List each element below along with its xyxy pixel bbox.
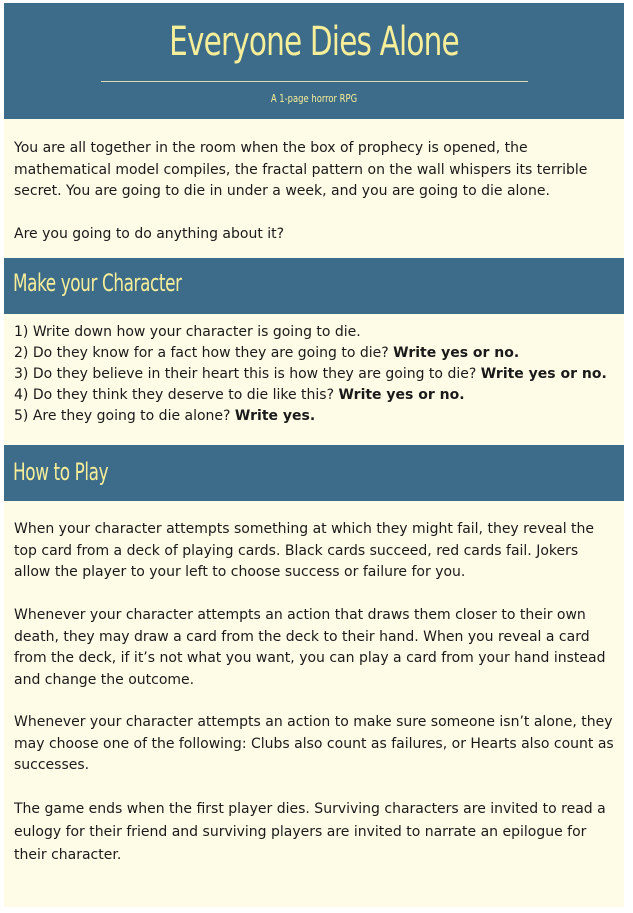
title-divider [101, 81, 528, 82]
play-paragraph-4: The game ends when the first player dies. Surviving characters are invited to read a eulogy for their friend and surviving players are invited to narrate an epilogue for their character. [14, 801, 606, 863]
character-step: 2) Do they know for a fact how they are going to die? Write yes or no. [14, 345, 520, 361]
intro-question: Are you going to do anything about it? [14, 226, 285, 242]
play-paragraph-3: Whenever your character attempts an action to make sure someone isn’t alone, they may choose one of the following: Clubs also count as failures, or Hearts also count as successes. [14, 714, 614, 773]
play-paragraph-1: When your character attempts something at which they might fail, they reveal the top card from a deck of playing cards. Black cards succeed, red cards fail. Jokers allow the player to your left to choose success or failure for you. [14, 521, 595, 580]
title-banner [4, 3, 624, 119]
character-step: 1) Write down how your character is going to die. [14, 324, 361, 340]
game-title: Everyone Dies Alone [169, 19, 459, 65]
section-band-play [4, 445, 624, 501]
intro-paragraph: You are all together in the room when the box of prophecy is opened, the mathematical model compiles, the fractal pattern on the wall whispers its terrible secret. You are going to die in under a week, and you are going to die alone. [14, 140, 588, 199]
section-heading-character: Make your Character [13, 269, 182, 297]
section-band-character [4, 258, 624, 314]
rules-page [4, 3, 624, 907]
game-subtitle: A 1-page horror RPG [270, 92, 358, 105]
section-heading-play: How to Play [13, 458, 109, 486]
character-step: 5) Are they going to die alone? Write yes. [14, 408, 316, 424]
character-steps-list [14, 322, 619, 427]
character-step: 3) Do they believe in their heart this is how they are going to die? Write yes or no. [14, 366, 607, 382]
character-step: 4) Do they think they deserve to die like this? Write yes or no. [14, 387, 465, 403]
play-paragraph-2: Whenever your character attempts an action that draws them closer to their own death, they may draw a card from the deck to their hand. When you reveal a card from the deck, if it’s not what you want, you can play a card from your hand instead and change the outcome. [14, 607, 606, 688]
